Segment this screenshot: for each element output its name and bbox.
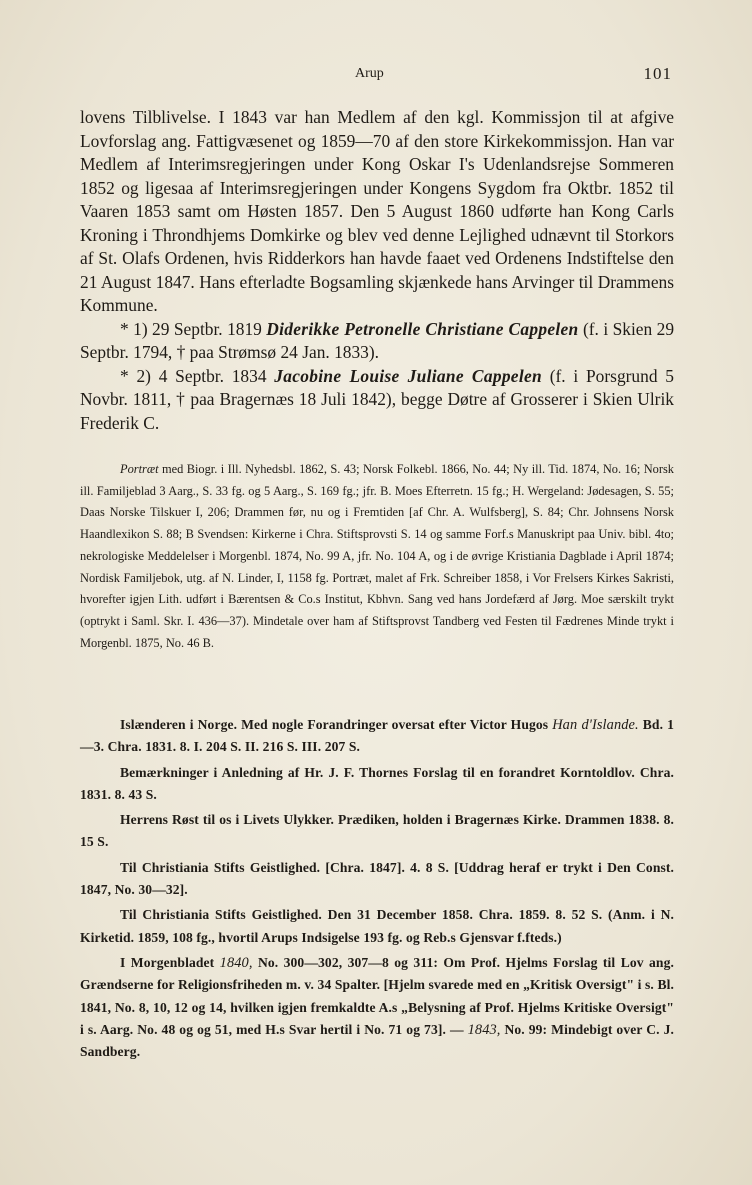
bibliography-entry-1a: Islænderen i Norge. Med nogle Forandringer oversat efter Victor Hugos <box>120 717 553 732</box>
spouse-entry-1-prefix: * 1) 29 Septbr. 1819 <box>120 318 267 339</box>
spouse-entry-1 <box>80 318 674 365</box>
bibliography-entry-6a: I Morgenbladet <box>120 954 220 970</box>
references-paragraph <box>80 459 674 654</box>
biography-paragraph: lovens Tilblivelse. I 1843 var han Medlem af den kgl. Kommissjon til at afgive Lovforslag ang. Fattigvæsenet og 1859—70 af den store Kirkekommissjon. Han var Medlem af Interimsregjeringen under Kong Oskar I's Udenlandsrejse Sommeren 1852 og ligesaa af Interimsregjeringen under Kongens Sygdom fra Oktbr. 1852 til Vaaren 1853 samt om Høsten 1857. Den 5 August 1860 udførte han Kong Carls Kroning i Throndhjems Domkirke og blev ved denne Lejlighed udnævnt til Storkors af St. Olafs Ordenen, hvis Ridderkors han havde faaet ved Ordenens Indstiftelse den 21 August 1847. Hans efterladte Bogsamling skjænkede hans Arvinger til Drammens Kommune. <box>80 107 674 315</box>
page-number: 101 <box>643 64 672 83</box>
bibliography-entry-1b: Bd. 1—3. Chra. 1831. 8. I. 204 S. II. 216 S. III. 207 S. <box>80 717 674 755</box>
spouse-name-2: Jacobine Louise Juliane Cappelen <box>274 365 542 386</box>
bibliography-entry: Herrens Røst til os i Livets Ulykker. Prædiken, holden i Bragernæs Kirke. Drammen 1838. 8. 15 S. <box>80 812 674 850</box>
spouse-entry-2-prefix: * 2) 4 Septbr. 1834 <box>120 365 275 386</box>
bibliography-entry-6-year-2: 1843, <box>467 1021 501 1038</box>
bibliography-entry: Til Christiania Stifts Geistlighed. [Chra. 1847]. 4. 8 S. [Uddrag heraf er trykt i Den Const. 1847, No. 30—32]. <box>80 859 674 898</box>
running-head: Arup <box>355 66 384 81</box>
bibliography-entry <box>80 714 674 759</box>
portrait-label: Portræt <box>120 462 159 476</box>
spouse-entry-1-suffix: (f. i Skien 29 Septbr. 1794, † paa Strømsø 24 Jan. 1833). <box>80 318 675 362</box>
bibliography-entry: Bemærkninger i Anledning af Hr. J. F. Thornes Forslag til en forandret Korntoldlov. Chra. 1831. 8. 43 S. <box>80 764 674 802</box>
bibliography-entry-1-title: Han d'Islande. <box>552 717 639 733</box>
references-text: med Biogr. i Ill. Nyhedsbl. 1862, S. 43; Norsk Folkebl. 1866, No. 44; Ny ill. Tid. 1874, No. 16; Norsk ill. Familjeblad 3 Aarg., S. 33 fg. og 5 Aarg., S. 169 fg.; jfr. B. Moes Efterretn. 15 fg.; H. Wergeland: Jødesagen, S. 55; Daas Norske Tilskuer I, 206; Drammen før, nu og i Fremtiden [af Chr. A. Wulfsberg], S. 84; Chr. Johnsens Norsk Haandlexikon S. 88; B Svendsen: Kirkerne i Chra. Stiftsprovsti S. 14 og samme Forf.s Manuskript paa Univ. bibl. 4to; nekrologiske Meddelelser i Morgenbl. 1874, No. 99 A, jfr. No. 104 A, og i de øvrige Kristiania Dagblade i April 1874; Nordisk Familjebok, utg. af N. Linder, I, 1158 fg. Portræt, malet af Frk. Schreiber 1858, i Vor Frelsers Kirkes Sakristi, hvorefter igjen Lith. udført i Bærentsen & Co.s Institut, Kbhvn. Sang ved hans Jordefærd af Jørg. Moe særskilt trykt (optrykt i Saml. Skr. I. 436—37). Mindetale over ham af Stiftsprovst Tandberg ved Festen til Fædrenes Minde trykt i Morgenbl. 1875, No. 46 B. <box>80 462 674 650</box>
bibliography-entry <box>80 952 674 1063</box>
biography-text <box>80 106 674 435</box>
bibliography-entry-6b: No. 300—302, 307—8 og 311: Om Prof. Hjelms Forslag til Lov ang. Grændserne for Religionsfriheden m. v. 34 Spalter. [Hjelm svarede med en „Kritisk Oversigt" i s. Bl. 1841, No. 8, 10, 12 og 14, hvilken igjen fremkaldte A.s „Belysning af Prof. Hjelms Kritiske Oversigt" i s. Aarg. No. 48 og og 51, med H.s Svar hertil i No. 71 og 73]. — <box>80 954 674 1037</box>
page-header <box>80 66 672 90</box>
spouse-name-1: Diderikke Petronelle Christiane Cappelen <box>266 318 579 339</box>
spouse-entry-2-suffix: (f. i Porsgrund 5 Novbr. 1811, † paa Bragernæs 18 Juli 1842), begge Døtre af Grosserer i Skien Ulrik Frederik C. <box>80 365 674 433</box>
spouse-entry-2 <box>80 365 674 436</box>
bibliography-entry-6c: No. 99: Mindebigt over C. J. Sandberg. <box>80 1021 674 1060</box>
references-section <box>80 459 674 654</box>
bibliography-section <box>80 714 674 1066</box>
bibliography-entry: Til Christiania Stifts Geistlighed. Den 31 December 1858. Chra. 1859. 8. 52 S. (Anm. i N. Kirketid. 1859, 108 fg., hvortil Arups Indsigelse 193 fg. og Reb.s Gjensvar f.fteds.) <box>80 907 674 945</box>
bibliography-entry-6-year-1: 1840, <box>219 954 253 971</box>
